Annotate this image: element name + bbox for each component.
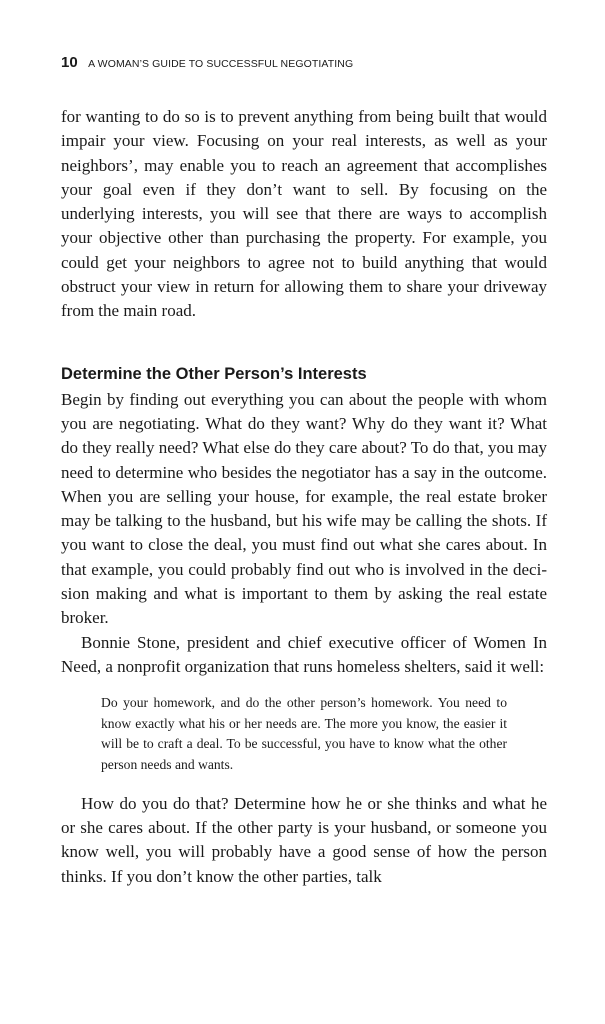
body-paragraph-1: for wanting to do so is to prevent anything from being built that would impair your view. Focusing on your real interests, as well as your neighbors’, may enable you to reach an agreement that accomplishes your goal even if they don’t want to sell. By focusing on the underlying interests, you will see that there are ways to accomplish your objective other than purchasing the property. For example, you could get your neighbors to agree not to build anything that would obstruct your view in return for allowing them to share your driveway from the main road. <box>61 107 547 321</box>
page-header <box>61 54 353 72</box>
block-quote: Do your homework, and do the other person’s homework. You need to know exactly what his or her needs are. The more you know, the easier it will be to craft a deal. To be successful, you have to know what the other person needs and wants. <box>101 695 507 773</box>
body-paragraph-3: Bonnie Stone, president and chief executive officer of Women In Need, a nonprofit organization that runs homeless shelters, said it well: <box>61 632 547 676</box>
body-paragraph-2: Begin by finding out everything you can about the people with whom you are negotiating. What do they want? Why do they want it? What do they really need? What else do they care about? To do that, you may need to determine who besides the negotiator has a say in the outcome. When you are selling your house, for example, the real estate broker may be talking to the husband, but his wife may be calling the shots. If you want to close the deal, you must find out what she cares about. In that example, you could probably find out who is involved in the decision making and what is important to them by asking the real estate broker. <box>61 389 547 628</box>
section-heading: Determine the Other Person’s Interests <box>61 364 367 383</box>
page-number: 10 <box>61 54 78 71</box>
running-head: A WOMAN’S GUIDE TO SUCCESSFUL NEGOTIATING <box>88 58 354 70</box>
body-paragraph-4: How do you do that? Determine how he or she thinks and what he or she cares about. If the other party is your husband, or someone you know well, you will probably have a good sense of how the person thinks. If you don’t know the other parties, talk <box>61 793 547 886</box>
page-body <box>61 105 547 889</box>
